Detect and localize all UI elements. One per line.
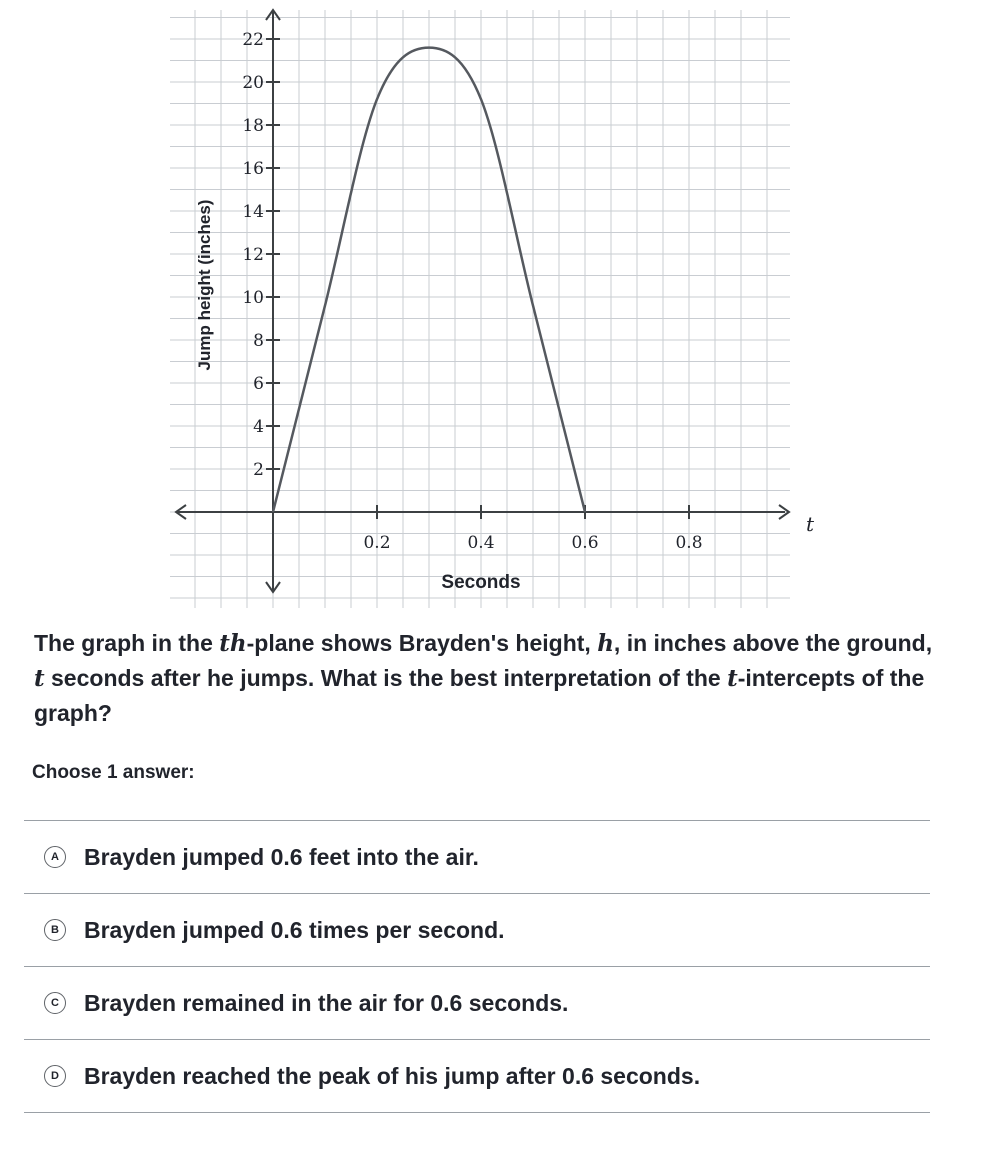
y-tick-label: 16 (242, 159, 264, 179)
choice-b[interactable] (24, 893, 930, 966)
choice-letter-b: B (44, 919, 66, 941)
question-part: -intercepts of the graph? (34, 665, 925, 726)
y-tick-label: 14 (242, 202, 264, 222)
y-tick-label: 6 (253, 374, 264, 394)
choice-letter-d: D (44, 1065, 66, 1087)
choice-text-a: Brayden jumped 0.6 feet into the air. (84, 843, 479, 870)
x-variable-label: t (806, 512, 815, 536)
y-tick-label: 18 (242, 116, 264, 136)
question-text (34, 626, 944, 730)
choice-text-c: Brayden remained in the air for 0.6 seconds. (84, 989, 569, 1016)
choice-a[interactable] (24, 820, 930, 893)
variable-h: h (597, 630, 614, 657)
choice-d[interactable] (24, 1039, 930, 1113)
x-tick-label: 0.4 (467, 533, 495, 553)
x-tick-label: 0.8 (675, 533, 703, 553)
y-axis-label: Jump height (inches) (195, 199, 214, 371)
question-part: seconds after he jumps. What is the best interpretation of the (44, 665, 728, 691)
y-tick-label: 12 (242, 245, 264, 265)
question-part: -plane shows Brayden's height, (246, 630, 598, 656)
y-tick-label: 4 (253, 417, 264, 437)
choice-text-b: Brayden jumped 0.6 times per second. (84, 916, 505, 943)
choice-text-d: Brayden reached the peak of his jump after 0.6 seconds. (84, 1062, 701, 1089)
x-tick-label: 0.2 (363, 533, 391, 553)
y-tick-label: 22 (242, 30, 264, 50)
answer-choices (24, 820, 930, 1113)
variable-t: t (34, 665, 45, 692)
y-tick-label: 10 (242, 288, 264, 308)
choice-c[interactable] (24, 966, 930, 1039)
choice-letter-c: C (44, 992, 66, 1014)
choice-letter-a: A (44, 846, 66, 868)
question-part: The graph in the (34, 630, 220, 656)
choose-label: Choose 1 answer: (32, 762, 195, 783)
y-tick-label: 8 (253, 331, 264, 351)
variable-t: t (727, 665, 738, 692)
question-part: , in inches above the ground, (613, 630, 933, 656)
variable-th: th (219, 630, 247, 657)
x-tick-label: 0.6 (571, 533, 599, 553)
y-tick-label: 2 (253, 460, 264, 480)
y-tick-label: 20 (242, 73, 264, 93)
x-axis-label: Seconds (441, 572, 521, 593)
